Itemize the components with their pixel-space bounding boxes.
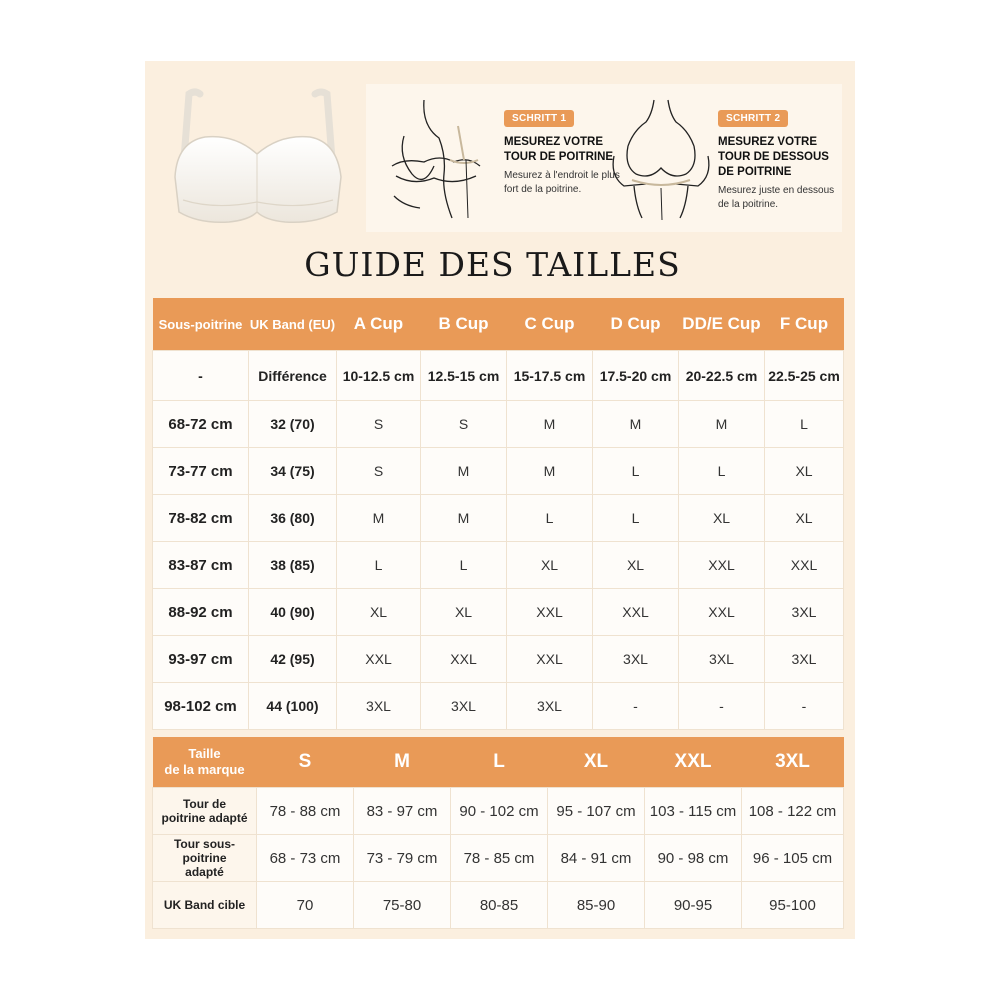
measurement-cell: 95-100 xyxy=(742,882,844,929)
brand-table-header-row xyxy=(153,737,844,788)
underbust-cell: 73-77 cm xyxy=(153,448,249,495)
underbust-cell: 83-87 cm xyxy=(153,542,249,589)
table-row xyxy=(153,589,844,636)
size-cell: XXL xyxy=(765,542,844,589)
measurement-cell: 78 - 88 cm xyxy=(257,788,354,835)
measurement-cell: 108 - 122 cm xyxy=(742,788,844,835)
cup-table-header-row xyxy=(153,298,844,351)
measurement-cell: 68 - 73 cm xyxy=(257,835,354,882)
brand-size-label-line: de la marque xyxy=(164,762,245,777)
size-cell: S xyxy=(337,401,421,448)
cup-table-header-cell: F Cup xyxy=(765,298,844,351)
measurement-cell: 103 - 115 cm xyxy=(645,788,742,835)
size-cell: XXL xyxy=(337,636,421,683)
measurement-cell: 90 - 102 cm xyxy=(451,788,548,835)
size-cell: 3XL xyxy=(765,589,844,636)
difference-cell: Différence xyxy=(249,351,337,401)
underbust-cell: 78-82 cm xyxy=(153,495,249,542)
table-row xyxy=(153,636,844,683)
measurement-cell: 78 - 85 cm xyxy=(451,835,548,882)
cup-table-header-cell: A Cup xyxy=(337,298,421,351)
size-cell: XXL xyxy=(679,542,765,589)
difference-cell: 20-22.5 cm xyxy=(679,351,765,401)
size-cell: L xyxy=(507,495,593,542)
brand-size-label-line: Taille xyxy=(188,746,221,761)
underbust-cell: 98-102 cm xyxy=(153,683,249,730)
measurement-cell: 90 - 98 cm xyxy=(645,835,742,882)
brand-size-header: M xyxy=(354,737,451,788)
size-cell: S xyxy=(421,401,507,448)
brand-row-label-line: UK Band cible xyxy=(163,898,246,912)
cup-table-header-cell: Sous-poitrine xyxy=(153,298,249,351)
size-cell: M xyxy=(507,401,593,448)
measurement-cell: 75-80 xyxy=(354,882,451,929)
page-title: GUIDE DES TAILLES xyxy=(304,245,681,284)
brand-row-label xyxy=(153,882,257,929)
difference-cell: 17.5-20 cm xyxy=(593,351,679,401)
table-row xyxy=(153,401,844,448)
measurement-cell: 95 - 107 cm xyxy=(548,788,645,835)
brand-size-header: XL xyxy=(548,737,645,788)
step-1-badge: SCHRITT 1 xyxy=(504,110,574,127)
step-2-title: MESUREZ VOTRE TOUR DE DESSOUS DE POITRINE xyxy=(718,136,829,178)
difference-cell: 10-12.5 cm xyxy=(337,351,421,401)
brand-size-header: S xyxy=(257,737,354,788)
cup-size-table xyxy=(152,298,844,730)
size-cell: XL xyxy=(765,495,844,542)
size-cell: 3XL xyxy=(765,636,844,683)
size-cell: XL xyxy=(593,542,679,589)
table-row xyxy=(153,542,844,589)
uk-band-cell: 42 (95) xyxy=(249,636,337,683)
size-cell: XXL xyxy=(421,636,507,683)
cup-table-header-cell: DD/E Cup xyxy=(679,298,765,351)
size-cell: L xyxy=(679,448,765,495)
size-cell: L xyxy=(593,448,679,495)
uk-band-cell: 32 (70) xyxy=(249,401,337,448)
size-cell: M xyxy=(679,401,765,448)
size-cell: 3XL xyxy=(593,636,679,683)
brand-size-label xyxy=(153,737,257,788)
measurement-cell: 90-95 xyxy=(645,882,742,929)
step-1-title: MESUREZ VOTRE TOUR DE POITRINE xyxy=(504,136,614,163)
uk-band-cell: 40 (90) xyxy=(249,589,337,636)
underbust-cell: 68-72 cm xyxy=(153,401,249,448)
size-cell: M xyxy=(337,495,421,542)
measurement-cell: 83 - 97 cm xyxy=(354,788,451,835)
size-cell: XL xyxy=(765,448,844,495)
measurement-cell: 84 - 91 cm xyxy=(548,835,645,882)
size-cell: XL xyxy=(679,495,765,542)
brand-row-label-line: adapté xyxy=(185,865,224,879)
table-row xyxy=(153,788,844,835)
cup-table-header-cell: D Cup xyxy=(593,298,679,351)
brand-size-header: L xyxy=(451,737,548,788)
cup-table-header-cell: C Cup xyxy=(507,298,593,351)
brand-size-header: 3XL xyxy=(742,737,844,788)
size-cell: M xyxy=(421,495,507,542)
brand-row-label-line: Tour sous-poitrine xyxy=(173,837,236,865)
measurement-cell: 80-85 xyxy=(451,882,548,929)
size-cell: S xyxy=(337,448,421,495)
measurement-cell: 73 - 79 cm xyxy=(354,835,451,882)
size-cell: 3XL xyxy=(421,683,507,730)
underbust-cell: 88-92 cm xyxy=(153,589,249,636)
brand-size-table xyxy=(152,737,844,929)
step-1-description: Mesurez à l'endroit le plus fort de la poitrine. xyxy=(504,170,620,195)
uk-band-cell: 44 (100) xyxy=(249,683,337,730)
size-cell: XL xyxy=(507,542,593,589)
size-cell: L xyxy=(765,401,844,448)
table-row xyxy=(153,683,844,730)
size-cell: L xyxy=(337,542,421,589)
cup-table-header-cell: B Cup xyxy=(421,298,507,351)
measurement-cell: 70 xyxy=(257,882,354,929)
size-cell: M xyxy=(507,448,593,495)
step-2 xyxy=(718,108,843,212)
size-cell: XL xyxy=(421,589,507,636)
difference-cell: - xyxy=(153,351,249,401)
size-cell: XXL xyxy=(507,589,593,636)
size-cell: 3XL xyxy=(507,683,593,730)
uk-band-cell: 34 (75) xyxy=(249,448,337,495)
cup-table-header-cell: UK Band (EU) xyxy=(249,298,337,351)
uk-band-cell: 36 (80) xyxy=(249,495,337,542)
bra-product-image xyxy=(165,82,350,232)
size-cell: XXL xyxy=(679,589,765,636)
size-cell: XXL xyxy=(593,589,679,636)
underbust-cell: 93-97 cm xyxy=(153,636,249,683)
table-row xyxy=(153,448,844,495)
step-2-badge: SCHRITT 2 xyxy=(718,110,788,127)
measurement-steps-panel xyxy=(366,84,842,232)
brand-row-label-line: poitrine adapté xyxy=(161,811,248,825)
size-cell: 3XL xyxy=(337,683,421,730)
cup-table-difference-row xyxy=(153,351,844,401)
size-cell: M xyxy=(421,448,507,495)
uk-band-cell: 38 (85) xyxy=(249,542,337,589)
step-2-description: Mesurez juste en dessous de la poitrine. xyxy=(718,185,835,210)
table-row xyxy=(153,882,844,929)
size-cell: L xyxy=(593,495,679,542)
table-row xyxy=(153,835,844,882)
size-cell: - xyxy=(679,683,765,730)
brand-row-label-line: Tour de xyxy=(182,797,227,811)
underbust-measure-illustration xyxy=(606,96,716,222)
size-cell: M xyxy=(593,401,679,448)
size-cell: - xyxy=(765,683,844,730)
size-cell: 3XL xyxy=(679,636,765,683)
brand-row-label xyxy=(153,788,257,835)
size-cell: L xyxy=(421,542,507,589)
measurement-cell: 96 - 105 cm xyxy=(742,835,844,882)
difference-cell: 22.5-25 cm xyxy=(765,351,844,401)
difference-cell: 15-17.5 cm xyxy=(507,351,593,401)
size-cell: XXL xyxy=(507,636,593,683)
bust-measure-illustration xyxy=(384,96,494,222)
table-row xyxy=(153,495,844,542)
size-cell: - xyxy=(593,683,679,730)
brand-row-label xyxy=(153,835,257,882)
brand-size-header: XXL xyxy=(645,737,742,788)
size-cell: XL xyxy=(337,589,421,636)
measurement-cell: 85-90 xyxy=(548,882,645,929)
difference-cell: 12.5-15 cm xyxy=(421,351,507,401)
